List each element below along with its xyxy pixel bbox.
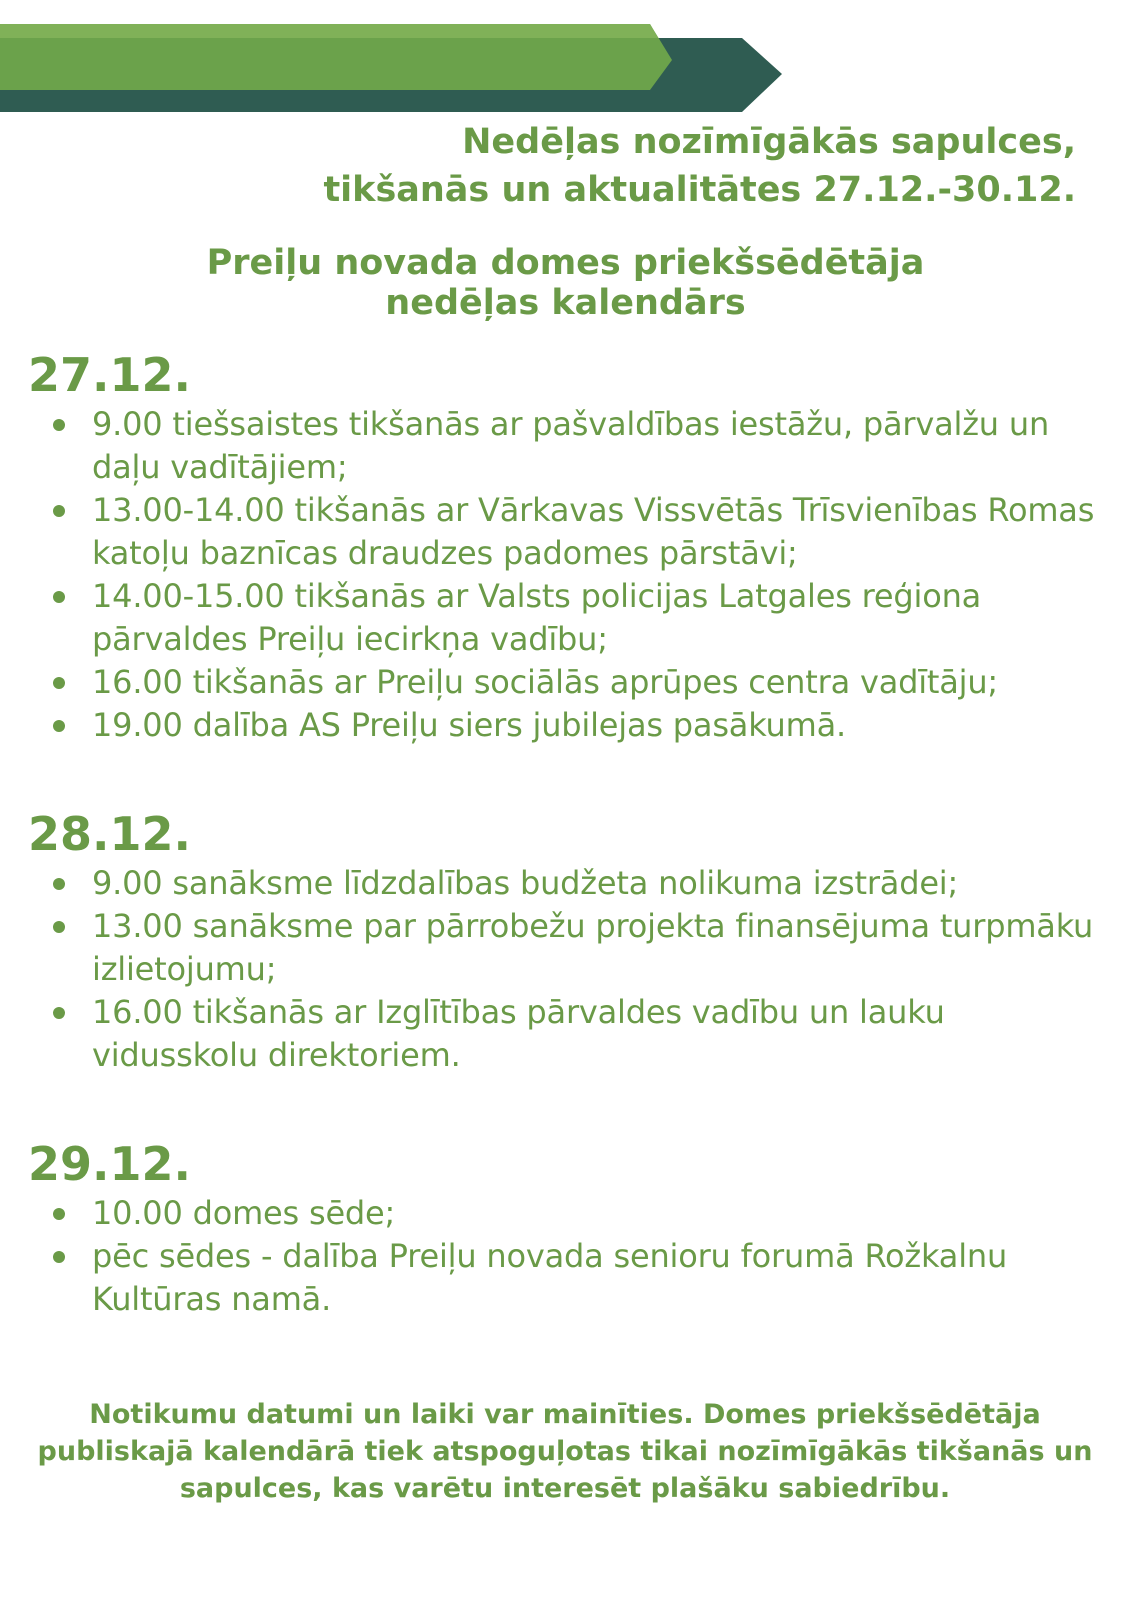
page-title-line-2: tikšanās un aktualitātes 27.12.-30.12. — [323, 170, 1076, 210]
bullet-icon — [53, 419, 65, 431]
bullet-icon — [53, 878, 65, 890]
event-text: 9.00 sanāksme līdzdalības budžeta nolikuma izstrādei; — [92, 864, 959, 902]
day-heading: 27.12. — [28, 348, 191, 402]
bullet-icon — [53, 1208, 65, 1220]
banner-light-stripe — [0, 24, 658, 38]
event-item — [28, 489, 1108, 575]
event-item — [28, 862, 1108, 905]
event-text: 14.00-15.00 tikšanās ar Valsts policijas Latgales reģiona pārvaldes Preiļu iecirkņa vadību; — [92, 577, 982, 658]
page-title — [176, 118, 1076, 214]
calendar-subtitle — [0, 243, 1131, 323]
page-title-line-1: Nedēļas nozīmīgākās sapulces, — [462, 122, 1076, 162]
day-section-27-12 — [28, 347, 1108, 747]
bullet-icon — [53, 505, 65, 517]
day-section-28-12 — [28, 806, 1108, 1077]
bullet-icon — [53, 720, 65, 732]
event-item — [28, 575, 1108, 661]
event-item — [28, 661, 1108, 704]
event-text: pēc sēdes - dalība Preiļu novada senioru forumā Rožkalnu Kultūras namā. — [92, 1237, 1008, 1318]
header-banner-graphic — [0, 0, 1131, 120]
bullet-icon — [53, 591, 65, 603]
event-item — [28, 403, 1108, 489]
bullet-icon — [53, 1007, 65, 1019]
bullet-icon — [53, 677, 65, 689]
disclaimer-note: Notikumu datumi un laiki var mainīties. Domes priekšsēdētāja publiskajā kalendārā tiek atspoguļotas tikai nozīmīgākās tikšanās un sapulces, kas varētu interesēt plašāku sabiedrību. — [37, 1399, 1093, 1504]
event-list — [28, 862, 1108, 1077]
event-item — [28, 1192, 1108, 1235]
bullet-icon — [53, 921, 65, 933]
event-text: 10.00 domes sēde; — [92, 1194, 396, 1232]
calendar-subtitle-line-2: nedēļas kalendārs — [385, 283, 746, 323]
day-heading: 28.12. — [28, 807, 191, 861]
calendar-subtitle-line-1: Preiļu novada domes priekšsēdētāja — [206, 243, 925, 283]
event-item — [28, 905, 1108, 991]
event-item — [28, 1235, 1108, 1321]
event-text: 16.00 tikšanās ar Izglītības pārvaldes vadību un lauku vidusskolu direktoriem. — [92, 993, 945, 1074]
event-text: 19.00 dalība AS Preiļu siers jubilejas pasākumā. — [92, 706, 846, 744]
day-heading: 29.12. — [28, 1137, 191, 1191]
event-item — [28, 704, 1108, 747]
event-text: 13.00-14.00 tikšanās ar Vārkavas Vissvētās Trīsvienības Romas katoļu baznīcas draudzes padomes pārstāvi; — [92, 491, 1095, 572]
event-list — [28, 403, 1108, 747]
bullet-icon — [53, 1251, 65, 1263]
event-list — [28, 1192, 1108, 1321]
event-text: 9.00 tiešsaistes tikšanās ar pašvaldības iestāžu, pārvalžu un daļu vadītājiem; — [92, 405, 1050, 486]
day-section-29-12 — [28, 1136, 1108, 1321]
event-text: 16.00 tikšanās ar Preiļu sociālās aprūpes centra vadītāju; — [92, 663, 999, 701]
event-item — [28, 991, 1108, 1077]
event-text: 13.00 sanāksme par pārrobežu projekta finansējuma turpmāku izlietojumu; — [92, 907, 1094, 988]
